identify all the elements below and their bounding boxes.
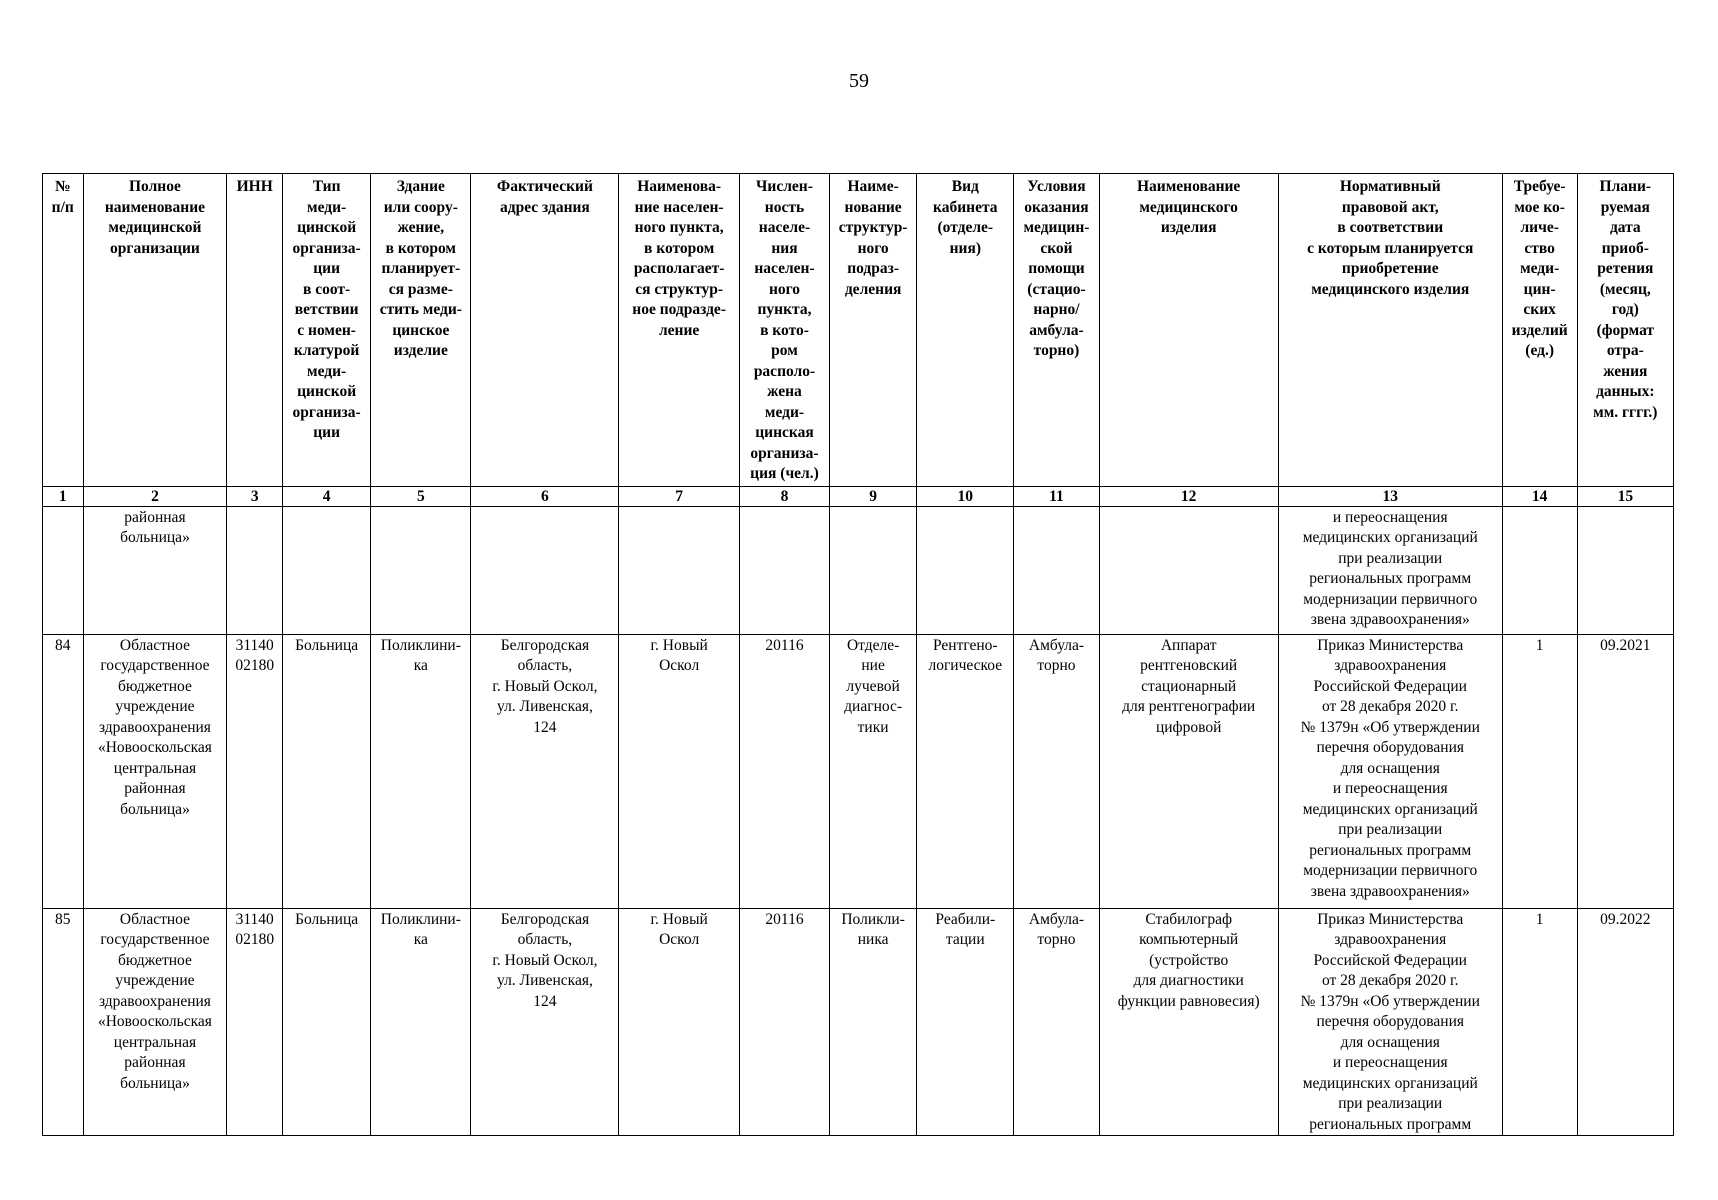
table-cell <box>1577 506 1673 634</box>
header-cell: № п/п <box>43 174 84 487</box>
care-conditions-cell: Амбула- торно <box>1014 908 1099 1135</box>
building-cell: Поликлини- ка <box>371 908 471 1135</box>
column-number: 9 <box>830 486 917 506</box>
column-number: 8 <box>739 486 829 506</box>
table-cell: и переоснащения медицинских организаций при реализации региональных программ модернизации первичного звена здравоохранения» <box>1278 506 1502 634</box>
table-cell <box>739 506 829 634</box>
column-number: 15 <box>1577 486 1673 506</box>
header-cell: Наиме- нование структур- ного подраз- деления <box>830 174 917 487</box>
table-cell <box>1014 506 1099 634</box>
table-cell <box>917 506 1014 634</box>
column-number: 6 <box>471 486 619 506</box>
settlement-cell: г. Новый Оскол <box>619 908 740 1135</box>
organization-name-cell: Областное государственное бюджетное учреждение здравоохранения «Новооскольская центральная районная больница» <box>83 634 227 908</box>
table-row-85 <box>43 908 1674 1135</box>
row-number-cell: 85 <box>43 908 84 1135</box>
organization-type-cell: Больница <box>283 908 371 1135</box>
planned-date-cell: 09.2021 <box>1577 634 1673 908</box>
cabinet-type-cell: Рентгено- логическое <box>917 634 1014 908</box>
header-cell: Фактический адрес здания <box>471 174 619 487</box>
page-number: 59 <box>849 70 869 92</box>
column-number: 7 <box>619 486 740 506</box>
table-cell <box>227 506 283 634</box>
table-cell <box>1502 506 1577 634</box>
legal-act-text: Приказ Министерства здравоохранения Российской Федерации от 28 декабря 2020 г. № 1379н «Об утверждении перечня оборудования для оснащения и переоснащения медицинских организаций при реализации региональных программ <box>1300 910 1480 1133</box>
header-cell: Наименова- ние населен- ного пункта, в котором располагает- ся структур- ное подразде- ление <box>619 174 740 487</box>
address-cell: Белгородская область, г. Новый Оскол, ул. Ливенская, 124 <box>471 908 619 1135</box>
quantity-cell: 1 <box>1502 908 1577 1135</box>
care-conditions-cell: Амбула- торно <box>1014 634 1099 908</box>
table-row-84 <box>43 634 1674 908</box>
column-number: 2 <box>83 486 227 506</box>
table-cell <box>43 506 84 634</box>
medical-equipment-table <box>42 173 1674 1136</box>
header-cell: Вид кабинета (отделе- ния) <box>917 174 1014 487</box>
inn-cell: 31140 02180 <box>227 634 283 908</box>
header-cell: Нормативный правовой акт, в соответствии с которым планируется приобретение медицинского изделия <box>1278 174 1502 487</box>
header-cell: Плани- руемая дата приоб- ретения (месяц, год) (формат отра- жения данных: мм. гггг.) <box>1577 174 1673 487</box>
header-cell: Тип меди- цинской организа- ции в соот- ветствии с номен- клатурой меди- цинской организа- ции <box>283 174 371 487</box>
department-cell: Поликли- ника <box>830 908 917 1135</box>
inn-cell: 31140 02180 <box>227 908 283 1135</box>
column-number: 10 <box>917 486 1014 506</box>
cabinet-type-cell: Реабили- тации <box>917 908 1014 1135</box>
table-row-continuation <box>43 506 1674 634</box>
building-cell: Поликлини- ка <box>371 634 471 908</box>
header-cell: Полное наименование медицинской организации <box>83 174 227 487</box>
department-cell: Отделе- ние лучевой диагнос- тики <box>830 634 917 908</box>
legal-act-cell <box>1278 908 1502 1135</box>
legal-act-cell: Приказ Министерства здравоохранения Российской Федерации от 28 декабря 2020 г. № 1379н «Об утверждении перечня оборудования для оснащения и переоснащения медицинских организаций при реализации региональных программ модернизации первичного звена здравоохранения» <box>1278 634 1502 908</box>
quantity-cell: 1 <box>1502 634 1577 908</box>
population-cell: 20116 <box>739 634 829 908</box>
column-number: 4 <box>283 486 371 506</box>
header-row <box>43 174 1674 487</box>
header-cell: Условия оказания медицин- ской помощи (стацио- нарно/ амбула- торно) <box>1014 174 1099 487</box>
table-cell: районная больница» <box>83 506 227 634</box>
column-number: 12 <box>1099 486 1278 506</box>
column-number: 11 <box>1014 486 1099 506</box>
device-name-cell: Аппарат рентгеновский стационарный для рентгенографии цифровой <box>1099 634 1278 908</box>
table-cell <box>283 506 371 634</box>
settlement-cell: г. Новый Оскол <box>619 634 740 908</box>
header-cell: Здание или соору- жение, в котором планирует- ся разме- стить меди- цинское изделие <box>371 174 471 487</box>
device-name-cell: Стабилограф компьютерный (устройство для диагностики функции равновесия) <box>1099 908 1278 1135</box>
table-cell <box>371 506 471 634</box>
column-number: 3 <box>227 486 283 506</box>
organization-type-cell: Больница <box>283 634 371 908</box>
population-cell: 20116 <box>739 908 829 1135</box>
planned-date-cell: 09.2022 <box>1577 908 1673 1135</box>
address-cell: Белгородская область, г. Новый Оскол, ул. Ливенская, 124 <box>471 634 619 908</box>
table-cell <box>830 506 917 634</box>
column-number: 5 <box>371 486 471 506</box>
table-cell <box>1099 506 1278 634</box>
header-cell: Числен- ность населе- ния населен- ного пункта, в кото- ром располо- жена меди- цинская организа- ция (чел.) <box>739 174 829 487</box>
organization-name-cell: Областное государственное бюджетное учреждение здравоохранения «Новооскольская центральная районная больница» <box>83 908 227 1135</box>
column-number: 14 <box>1502 486 1577 506</box>
header-cell: ИНН <box>227 174 283 487</box>
row-number-cell: 84 <box>43 634 84 908</box>
header-cell: Наименование медицинского изделия <box>1099 174 1278 487</box>
header-cell: Требуе- мое ко- личе- ство меди- цин- ских изделий (ед.) <box>1502 174 1577 487</box>
column-number: 1 <box>43 486 84 506</box>
column-number: 13 <box>1278 486 1502 506</box>
table-cell <box>619 506 740 634</box>
column-number-row <box>43 486 1674 506</box>
table-cell <box>471 506 619 634</box>
